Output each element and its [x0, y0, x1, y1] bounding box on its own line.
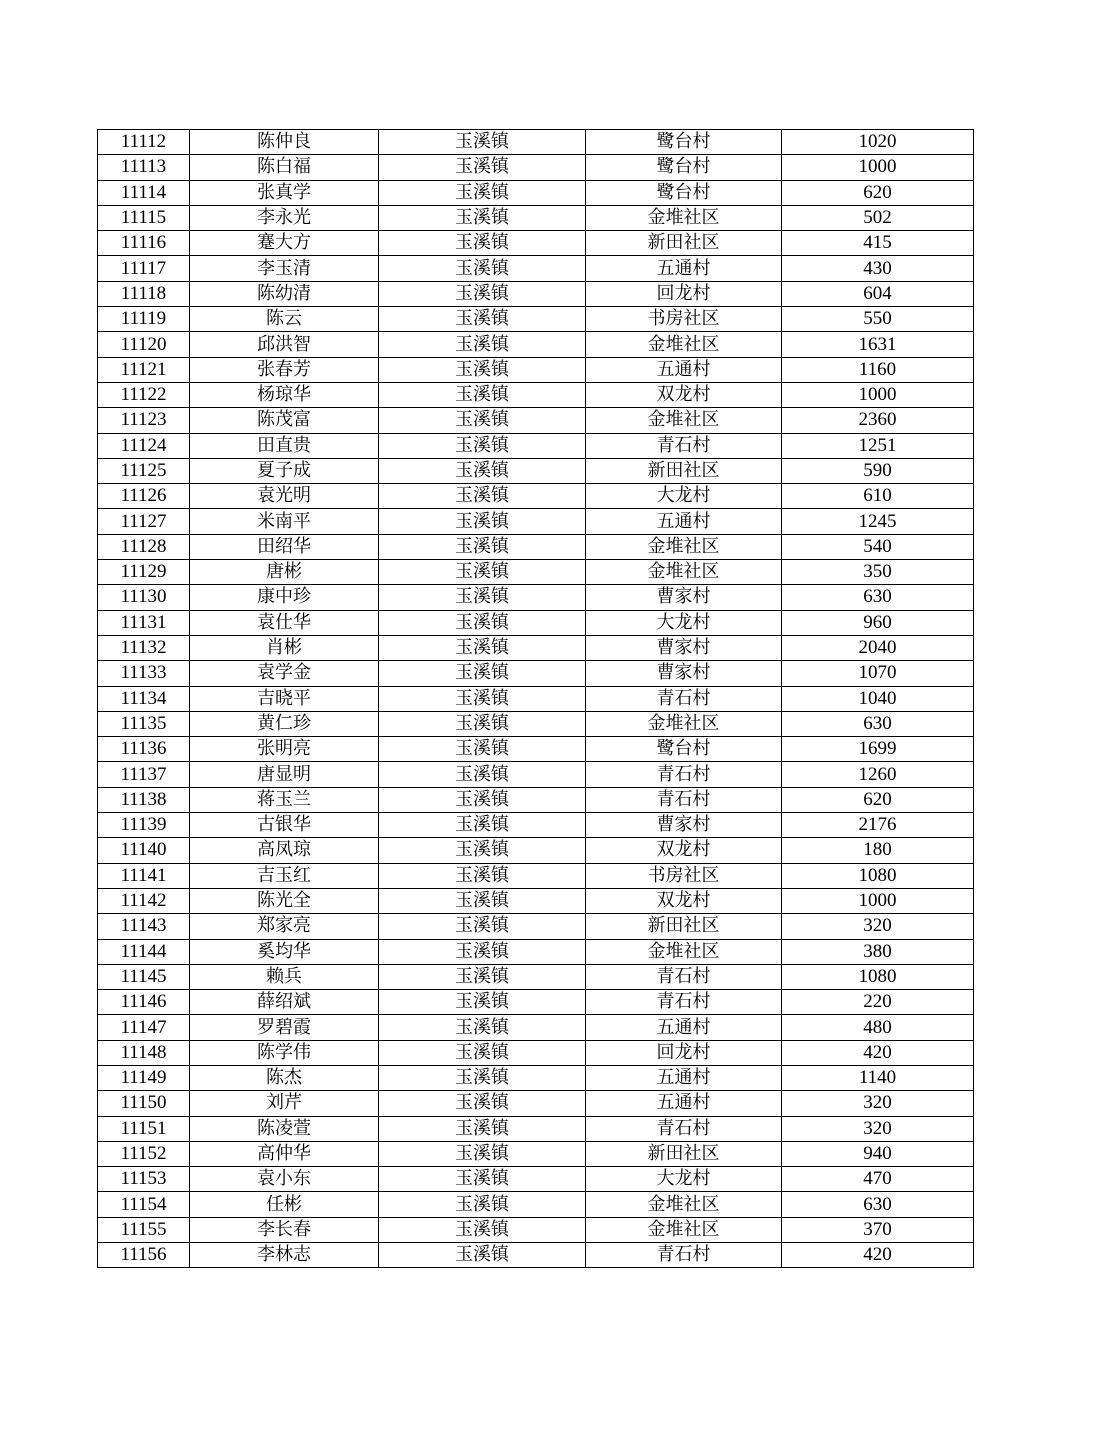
town-cell: 玉溪镇	[379, 180, 586, 205]
amount-cell: 415	[782, 231, 974, 256]
person-name-cell: 黄仁珍	[190, 711, 379, 736]
village-cell: 青石村	[586, 990, 782, 1015]
record-id-cell: 11114	[98, 180, 190, 205]
table-row	[98, 155, 974, 180]
record-id-cell: 11155	[98, 1217, 190, 1242]
village-cell: 书房社区	[586, 863, 782, 888]
record-id-cell: 11137	[98, 762, 190, 787]
record-id-cell: 11122	[98, 382, 190, 407]
person-name-cell: 田直贵	[190, 433, 379, 458]
record-id-cell: 11124	[98, 433, 190, 458]
amount-cell: 1000	[782, 888, 974, 913]
amount-cell: 2176	[782, 813, 974, 838]
person-name-cell: 陈云	[190, 307, 379, 332]
table-row	[98, 534, 974, 559]
table-row	[98, 964, 974, 989]
record-id-cell: 11142	[98, 888, 190, 913]
town-cell: 玉溪镇	[379, 711, 586, 736]
record-id-cell: 11117	[98, 256, 190, 281]
town-cell: 玉溪镇	[379, 408, 586, 433]
village-cell: 曹家村	[586, 661, 782, 686]
person-name-cell: 邱洪智	[190, 332, 379, 357]
record-id-cell: 11127	[98, 509, 190, 534]
record-id-cell: 11129	[98, 560, 190, 585]
record-id-cell: 11118	[98, 281, 190, 306]
table-row	[98, 231, 974, 256]
record-id-cell: 11131	[98, 610, 190, 635]
table-row	[98, 1141, 974, 1166]
town-cell: 玉溪镇	[379, 155, 586, 180]
village-cell: 金堆社区	[586, 560, 782, 585]
table-row	[98, 509, 974, 534]
person-name-cell: 古银华	[190, 813, 379, 838]
village-cell: 青石村	[586, 762, 782, 787]
records-table-body	[98, 130, 974, 1268]
amount-cell: 420	[782, 1243, 974, 1268]
amount-cell: 1020	[782, 130, 974, 155]
town-cell: 玉溪镇	[379, 433, 586, 458]
amount-cell: 1160	[782, 357, 974, 382]
table-row	[98, 1091, 974, 1116]
record-id-cell: 11138	[98, 787, 190, 812]
town-cell: 玉溪镇	[379, 964, 586, 989]
table-row	[98, 661, 974, 686]
table-row	[98, 813, 974, 838]
record-id-cell: 11134	[98, 686, 190, 711]
amount-cell: 320	[782, 1091, 974, 1116]
amount-cell: 380	[782, 939, 974, 964]
table-row	[98, 1217, 974, 1242]
record-id-cell: 11119	[98, 307, 190, 332]
town-cell: 玉溪镇	[379, 256, 586, 281]
record-id-cell: 11121	[98, 357, 190, 382]
amount-cell: 1251	[782, 433, 974, 458]
amount-cell: 940	[782, 1141, 974, 1166]
amount-cell: 220	[782, 990, 974, 1015]
town-cell: 玉溪镇	[379, 1141, 586, 1166]
table-row	[98, 1116, 974, 1141]
table-row	[98, 205, 974, 230]
town-cell: 玉溪镇	[379, 939, 586, 964]
amount-cell: 1070	[782, 661, 974, 686]
village-cell: 曹家村	[586, 585, 782, 610]
town-cell: 玉溪镇	[379, 610, 586, 635]
person-name-cell: 陈幼清	[190, 281, 379, 306]
amount-cell: 1631	[782, 332, 974, 357]
town-cell: 玉溪镇	[379, 231, 586, 256]
record-id-cell: 11113	[98, 155, 190, 180]
town-cell: 玉溪镇	[379, 357, 586, 382]
record-id-cell: 11133	[98, 661, 190, 686]
person-name-cell: 陈白福	[190, 155, 379, 180]
amount-cell: 370	[782, 1217, 974, 1242]
village-cell: 五通村	[586, 1091, 782, 1116]
record-id-cell: 11145	[98, 964, 190, 989]
village-cell: 青石村	[586, 787, 782, 812]
amount-cell: 1245	[782, 509, 974, 534]
person-name-cell: 陈光全	[190, 888, 379, 913]
town-cell: 玉溪镇	[379, 888, 586, 913]
town-cell: 玉溪镇	[379, 838, 586, 863]
person-name-cell: 夏子成	[190, 458, 379, 483]
town-cell: 玉溪镇	[379, 1116, 586, 1141]
amount-cell: 1000	[782, 155, 974, 180]
town-cell: 玉溪镇	[379, 205, 586, 230]
village-cell: 青石村	[586, 433, 782, 458]
person-name-cell: 赖兵	[190, 964, 379, 989]
village-cell: 回龙村	[586, 1040, 782, 1065]
record-id-cell: 11141	[98, 863, 190, 888]
table-row	[98, 1040, 974, 1065]
amount-cell: 540	[782, 534, 974, 559]
town-cell: 玉溪镇	[379, 914, 586, 939]
person-name-cell: 肖彬	[190, 635, 379, 660]
record-id-cell: 11128	[98, 534, 190, 559]
amount-cell: 630	[782, 1192, 974, 1217]
person-name-cell: 蹇大方	[190, 231, 379, 256]
village-cell: 大龙村	[586, 484, 782, 509]
person-name-cell: 袁光明	[190, 484, 379, 509]
amount-cell: 1080	[782, 863, 974, 888]
record-id-cell: 11144	[98, 939, 190, 964]
person-name-cell: 李长春	[190, 1217, 379, 1242]
village-cell: 大龙村	[586, 1167, 782, 1192]
person-name-cell: 郑家亮	[190, 914, 379, 939]
table-row	[98, 180, 974, 205]
person-name-cell: 陈凌萱	[190, 1116, 379, 1141]
person-name-cell: 罗碧霞	[190, 1015, 379, 1040]
town-cell: 玉溪镇	[379, 130, 586, 155]
record-id-cell: 11151	[98, 1116, 190, 1141]
table-row	[98, 888, 974, 913]
village-cell: 新田社区	[586, 1141, 782, 1166]
amount-cell: 590	[782, 458, 974, 483]
town-cell: 玉溪镇	[379, 560, 586, 585]
town-cell: 玉溪镇	[379, 332, 586, 357]
town-cell: 玉溪镇	[379, 1243, 586, 1268]
person-name-cell: 唐显明	[190, 762, 379, 787]
person-name-cell: 蒋玉兰	[190, 787, 379, 812]
amount-cell: 320	[782, 914, 974, 939]
village-cell: 五通村	[586, 1015, 782, 1040]
person-name-cell: 张明亮	[190, 737, 379, 762]
amount-cell: 320	[782, 1116, 974, 1141]
table-row	[98, 737, 974, 762]
village-cell: 新田社区	[586, 458, 782, 483]
record-id-cell: 11115	[98, 205, 190, 230]
town-cell: 玉溪镇	[379, 1040, 586, 1065]
amount-cell: 630	[782, 711, 974, 736]
table-row	[98, 382, 974, 407]
amount-cell: 180	[782, 838, 974, 863]
table-row	[98, 1192, 974, 1217]
amount-cell: 630	[782, 585, 974, 610]
village-cell: 回龙村	[586, 281, 782, 306]
table-row	[98, 357, 974, 382]
village-cell: 五通村	[586, 509, 782, 534]
record-id-cell: 11139	[98, 813, 190, 838]
table-row	[98, 939, 974, 964]
village-cell: 青石村	[586, 1116, 782, 1141]
village-cell: 五通村	[586, 256, 782, 281]
town-cell: 玉溪镇	[379, 762, 586, 787]
village-cell: 新田社区	[586, 914, 782, 939]
amount-cell: 2360	[782, 408, 974, 433]
table-row	[98, 1243, 974, 1268]
town-cell: 玉溪镇	[379, 990, 586, 1015]
town-cell: 玉溪镇	[379, 661, 586, 686]
amount-cell: 1260	[782, 762, 974, 787]
table-row	[98, 863, 974, 888]
village-cell: 五通村	[586, 357, 782, 382]
person-name-cell: 康中珍	[190, 585, 379, 610]
person-name-cell: 田绍华	[190, 534, 379, 559]
table-row	[98, 762, 974, 787]
table-row	[98, 256, 974, 281]
table-row	[98, 281, 974, 306]
record-id-cell: 11148	[98, 1040, 190, 1065]
amount-cell: 960	[782, 610, 974, 635]
town-cell: 玉溪镇	[379, 787, 586, 812]
amount-cell: 620	[782, 787, 974, 812]
table-row	[98, 711, 974, 736]
person-name-cell: 唐彬	[190, 560, 379, 585]
village-cell: 五通村	[586, 1065, 782, 1090]
record-id-cell: 11135	[98, 711, 190, 736]
record-id-cell: 11143	[98, 914, 190, 939]
record-id-cell: 11112	[98, 130, 190, 155]
village-cell: 青石村	[586, 1243, 782, 1268]
village-cell: 鹭台村	[586, 155, 782, 180]
village-cell: 金堆社区	[586, 408, 782, 433]
town-cell: 玉溪镇	[379, 1015, 586, 1040]
amount-cell: 350	[782, 560, 974, 585]
town-cell: 玉溪镇	[379, 1167, 586, 1192]
table-row	[98, 990, 974, 1015]
town-cell: 玉溪镇	[379, 281, 586, 306]
amount-cell: 620	[782, 180, 974, 205]
records-table	[97, 129, 974, 1268]
amount-cell: 470	[782, 1167, 974, 1192]
town-cell: 玉溪镇	[379, 863, 586, 888]
table-row	[98, 130, 974, 155]
person-name-cell: 袁仕华	[190, 610, 379, 635]
record-id-cell: 11150	[98, 1091, 190, 1116]
town-cell: 玉溪镇	[379, 534, 586, 559]
record-id-cell: 11125	[98, 458, 190, 483]
village-cell: 青石村	[586, 964, 782, 989]
person-name-cell: 吉玉红	[190, 863, 379, 888]
amount-cell: 1080	[782, 964, 974, 989]
village-cell: 双龙村	[586, 838, 782, 863]
village-cell: 金堆社区	[586, 939, 782, 964]
village-cell: 青石村	[586, 686, 782, 711]
table-row	[98, 787, 974, 812]
village-cell: 鹭台村	[586, 130, 782, 155]
amount-cell: 2040	[782, 635, 974, 660]
record-id-cell: 11136	[98, 737, 190, 762]
table-row	[98, 914, 974, 939]
town-cell: 玉溪镇	[379, 1217, 586, 1242]
person-name-cell: 李永光	[190, 205, 379, 230]
town-cell: 玉溪镇	[379, 509, 586, 534]
amount-cell: 1040	[782, 686, 974, 711]
village-cell: 金堆社区	[586, 1192, 782, 1217]
amount-cell: 480	[782, 1015, 974, 1040]
table-row	[98, 838, 974, 863]
amount-cell: 550	[782, 307, 974, 332]
person-name-cell: 奚均华	[190, 939, 379, 964]
person-name-cell: 袁小东	[190, 1167, 379, 1192]
table-row	[98, 1167, 974, 1192]
person-name-cell: 杨琼华	[190, 382, 379, 407]
amount-cell: 604	[782, 281, 974, 306]
person-name-cell: 米南平	[190, 509, 379, 534]
person-name-cell: 陈仲良	[190, 130, 379, 155]
table-row	[98, 610, 974, 635]
village-cell: 曹家村	[586, 813, 782, 838]
person-name-cell: 吉晓平	[190, 686, 379, 711]
record-id-cell: 11147	[98, 1015, 190, 1040]
person-name-cell: 张春芳	[190, 357, 379, 382]
record-id-cell: 11156	[98, 1243, 190, 1268]
person-name-cell: 陈学伟	[190, 1040, 379, 1065]
amount-cell: 420	[782, 1040, 974, 1065]
table-row	[98, 408, 974, 433]
record-id-cell: 11149	[98, 1065, 190, 1090]
village-cell: 金堆社区	[586, 711, 782, 736]
village-cell: 双龙村	[586, 888, 782, 913]
record-id-cell: 11153	[98, 1167, 190, 1192]
table-row	[98, 1015, 974, 1040]
table-row	[98, 686, 974, 711]
table-row	[98, 458, 974, 483]
record-id-cell: 11123	[98, 408, 190, 433]
town-cell: 玉溪镇	[379, 813, 586, 838]
village-cell: 金堆社区	[586, 1217, 782, 1242]
amount-cell: 1140	[782, 1065, 974, 1090]
record-id-cell: 11116	[98, 231, 190, 256]
table-row	[98, 635, 974, 660]
table-row	[98, 484, 974, 509]
town-cell: 玉溪镇	[379, 686, 586, 711]
table-row	[98, 1065, 974, 1090]
record-id-cell: 11146	[98, 990, 190, 1015]
person-name-cell: 刘芹	[190, 1091, 379, 1116]
person-name-cell: 高凤琼	[190, 838, 379, 863]
amount-cell: 610	[782, 484, 974, 509]
amount-cell: 430	[782, 256, 974, 281]
person-name-cell: 任彬	[190, 1192, 379, 1217]
amount-cell: 1699	[782, 737, 974, 762]
table-row	[98, 585, 974, 610]
person-name-cell: 李玉清	[190, 256, 379, 281]
village-cell: 双龙村	[586, 382, 782, 407]
village-cell: 金堆社区	[586, 534, 782, 559]
village-cell: 曹家村	[586, 635, 782, 660]
town-cell: 玉溪镇	[379, 458, 586, 483]
person-name-cell: 高仲华	[190, 1141, 379, 1166]
person-name-cell: 袁学金	[190, 661, 379, 686]
record-id-cell: 11120	[98, 332, 190, 357]
person-name-cell: 陈茂富	[190, 408, 379, 433]
person-name-cell: 李林志	[190, 1243, 379, 1268]
village-cell: 金堆社区	[586, 332, 782, 357]
record-id-cell: 11126	[98, 484, 190, 509]
town-cell: 玉溪镇	[379, 1065, 586, 1090]
town-cell: 玉溪镇	[379, 737, 586, 762]
table-row	[98, 560, 974, 585]
table-row	[98, 332, 974, 357]
record-id-cell: 11152	[98, 1141, 190, 1166]
person-name-cell: 张真学	[190, 180, 379, 205]
record-id-cell: 11130	[98, 585, 190, 610]
person-name-cell: 陈杰	[190, 1065, 379, 1090]
amount-cell: 502	[782, 205, 974, 230]
town-cell: 玉溪镇	[379, 1192, 586, 1217]
village-cell: 鹭台村	[586, 180, 782, 205]
person-name-cell: 薛绍斌	[190, 990, 379, 1015]
village-cell: 书房社区	[586, 307, 782, 332]
town-cell: 玉溪镇	[379, 1091, 586, 1116]
town-cell: 玉溪镇	[379, 307, 586, 332]
town-cell: 玉溪镇	[379, 635, 586, 660]
table-row	[98, 307, 974, 332]
amount-cell: 1000	[782, 382, 974, 407]
table-row	[98, 433, 974, 458]
village-cell: 新田社区	[586, 231, 782, 256]
town-cell: 玉溪镇	[379, 484, 586, 509]
village-cell: 鹭台村	[586, 737, 782, 762]
record-id-cell: 11140	[98, 838, 190, 863]
village-cell: 金堆社区	[586, 205, 782, 230]
town-cell: 玉溪镇	[379, 382, 586, 407]
village-cell: 大龙村	[586, 610, 782, 635]
record-id-cell: 11132	[98, 635, 190, 660]
record-id-cell: 11154	[98, 1192, 190, 1217]
town-cell: 玉溪镇	[379, 585, 586, 610]
